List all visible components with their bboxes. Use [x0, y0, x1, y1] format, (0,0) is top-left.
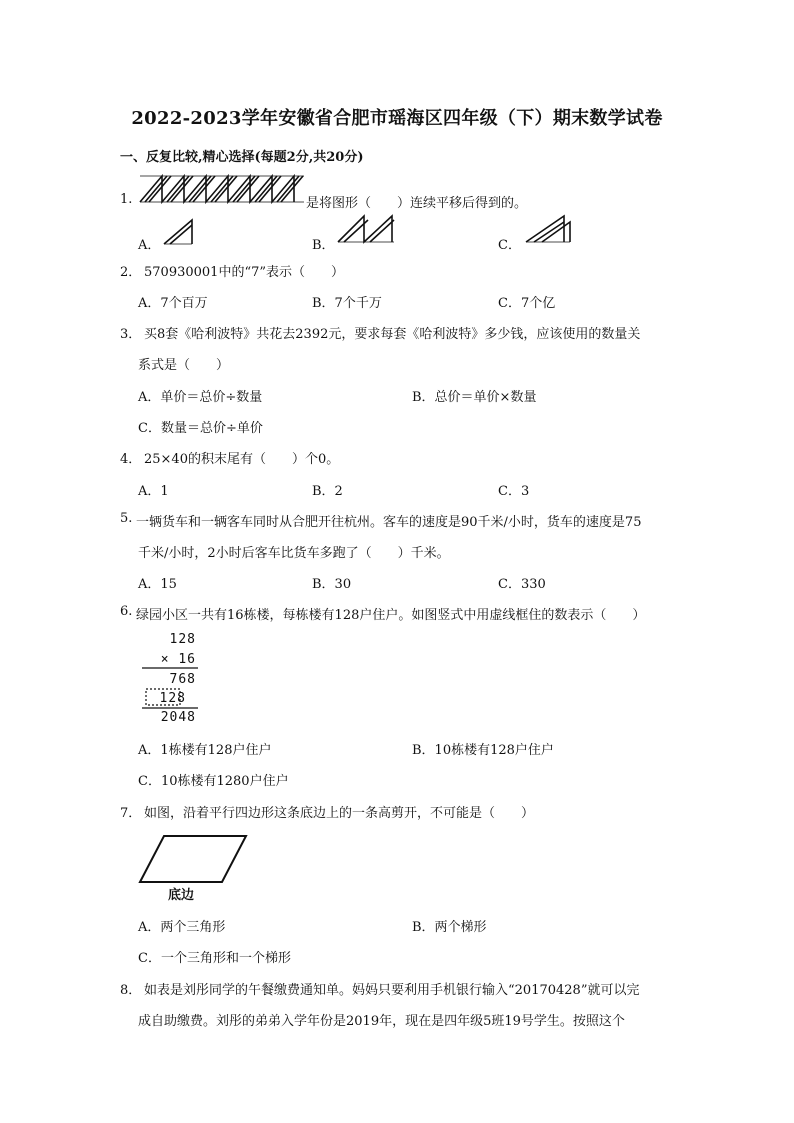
question-3-option-b: B．总价＝单价×数量: [412, 390, 537, 405]
option-b-shape: [336, 214, 398, 244]
question-3-option-c: C．数量＝总价÷单价: [138, 421, 263, 436]
question-6-option-a: A．1栋楼有128户住户: [138, 743, 272, 758]
calc-result: 2048: [160, 710, 196, 725]
question-3-number: 3．: [120, 327, 142, 342]
question-7-option-a: A．两个三角形: [138, 920, 226, 935]
zigzag-pattern-figure: [138, 174, 306, 204]
question-7-option-c: C．一个三角形和一个梯形: [138, 951, 291, 966]
question-3-option-a: A．单价＝总价÷数量: [138, 390, 263, 405]
option-c-shape: [524, 214, 574, 244]
question-6-option-c: C．10栋楼有1280户住户: [138, 774, 289, 789]
question-7-number: 7．: [120, 806, 142, 821]
question-1-number: 1.: [120, 192, 133, 207]
question-6-number: 6.: [120, 604, 133, 619]
question-5-option-c: C．330: [498, 577, 546, 592]
question-5-option-b: B．30: [312, 577, 352, 592]
question-5-option-a: A．15: [138, 577, 177, 592]
question-6-option-b: B．10栋楼有128户住户: [412, 743, 554, 758]
section-heading: 一、反复比较,精心选择(每题2分,共20分): [120, 150, 364, 165]
question-1-text: 是将图形（ ）连续平移后得到的。: [306, 196, 528, 211]
question-8-number: 8．: [120, 983, 142, 998]
question-6-text: 绿园小区一共有16栋楼，每栋楼有128户住户。如图竖式中用虚线框住的数表示（ ）: [136, 608, 646, 623]
question-3-text: 买8套《哈利波特》共花去2392元，要求每套《哈利波特》多少钱，应该使用的数量关: [144, 327, 641, 342]
question-4-number: 4．: [120, 452, 142, 467]
calc-partial-product-1: 768: [169, 672, 196, 687]
question-2-option-c: C．7个亿: [498, 296, 556, 311]
option-a-shape: [162, 218, 196, 246]
question-1-option-c: C．: [498, 238, 521, 253]
question-5-number: 5.: [120, 511, 133, 526]
question-2-option-b: B．7个千万: [312, 296, 382, 311]
page-title: 2022-2023学年安徽省合肥市瑶海区四年级（下）期末数学试卷: [131, 108, 663, 129]
question-2-option-a: A．7个百万: [138, 296, 208, 311]
calc-multiplier: × 16: [160, 652, 196, 667]
question-8-text-continued: 成自助缴费。刘彤的弟弟入学年份是2019年，现在是四年级5班19号学生。按照这个: [138, 1014, 625, 1029]
question-5-text-continued: 千米/小时，2小时后客车比货车多跑了（ ）千米。: [138, 546, 450, 561]
question-2-text: 570930001中的“7”表示（ ）: [144, 265, 345, 280]
calc-lines: [140, 630, 210, 725]
question-8-text: 如表是刘彤同学的午餐缴费通知单。妈妈只要利用手机银行输入“20170428”就可以完: [144, 983, 640, 998]
question-2-number: 2．: [120, 265, 142, 280]
question-4-text: 25×40的积末尾有（ ）个0。: [144, 452, 340, 467]
question-1-option-a: A．: [138, 238, 161, 253]
question-4-option-a: A．1: [138, 484, 169, 499]
parallelogram-base-label: 底边: [168, 888, 195, 903]
question-7-text: 如图，沿着平行四边形这条底边上的一条高剪开，不可能是（ ）: [144, 806, 535, 821]
parallelogram-figure: [138, 834, 248, 884]
calc-partial-product-2-dashed-box: 128: [159, 691, 186, 706]
question-1-option-b: B．: [312, 238, 335, 253]
question-5-text: 一辆货车和一辆客车同时从合肥开往杭州。客车的速度是90千米/小时，货车的速度是75: [136, 515, 642, 530]
question-3-text-continued: 系式是（ ）: [138, 358, 230, 373]
question-4-option-b: B．2: [312, 484, 343, 499]
question-4-option-c: C．3: [498, 484, 530, 499]
calc-multiplicand: 128: [169, 632, 196, 647]
question-7-option-b: B．两个梯形: [412, 920, 487, 935]
